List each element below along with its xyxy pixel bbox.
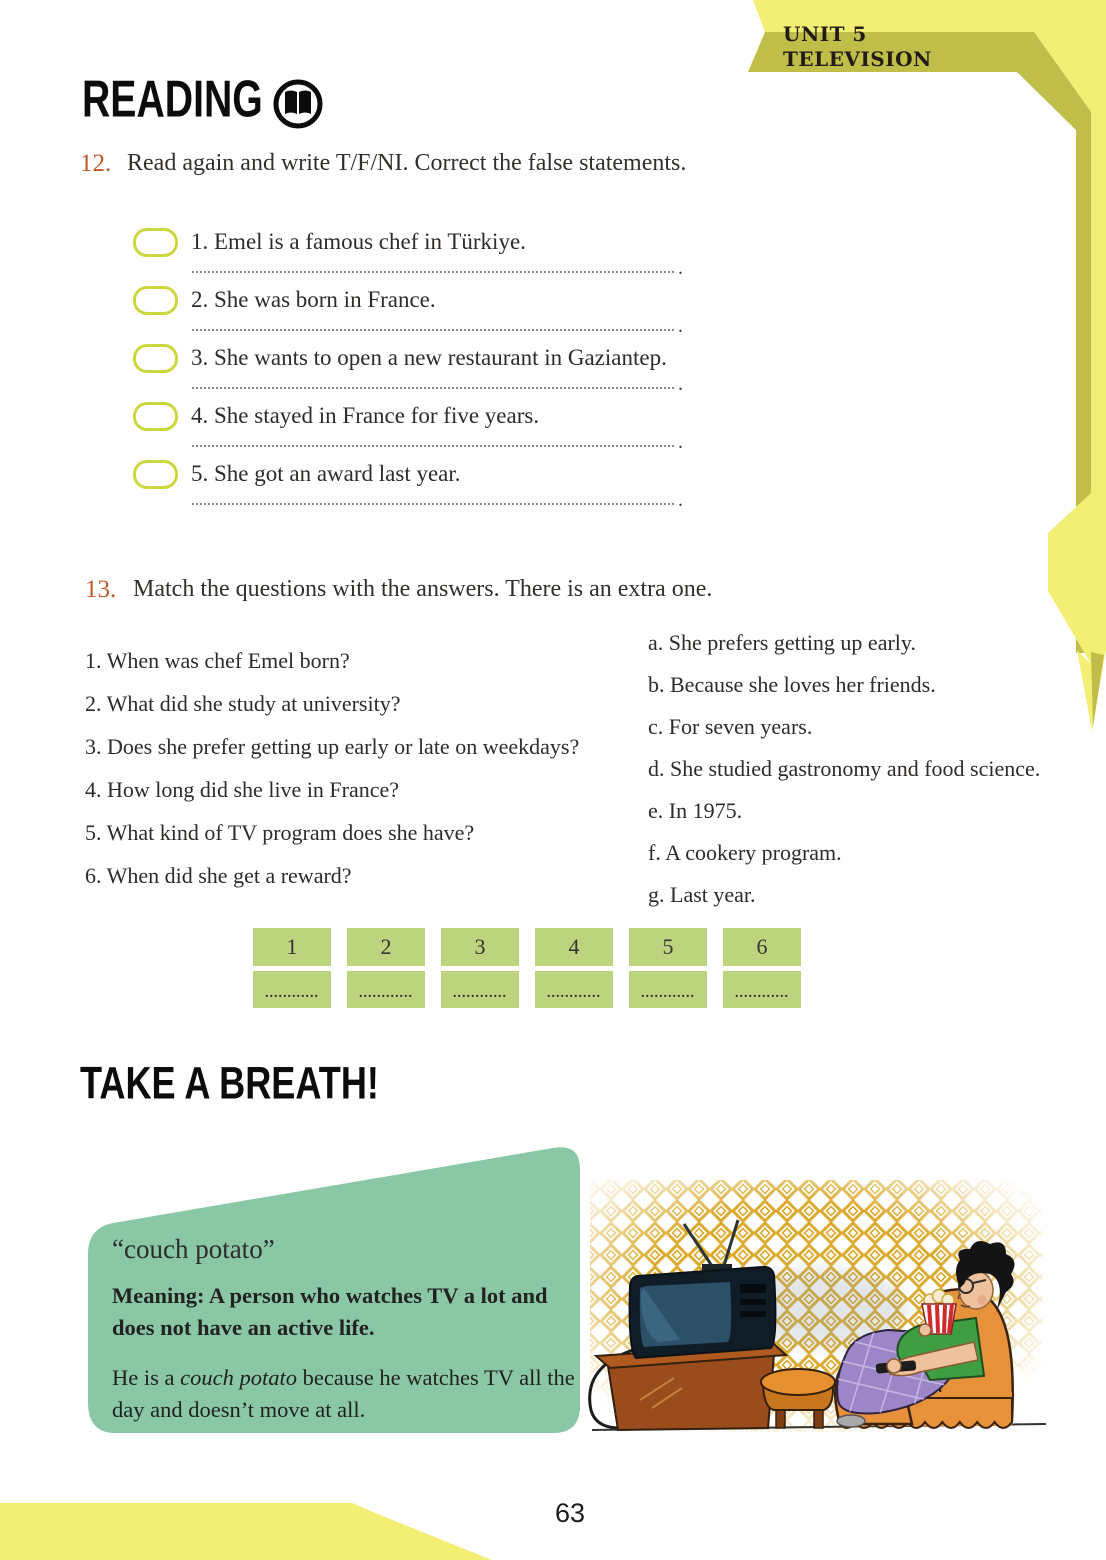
dotted-line[interactable]	[192, 317, 674, 331]
right-olive-tip	[1091, 652, 1104, 727]
table-header-1: 1	[253, 928, 331, 966]
correction-line-1[interactable]: .	[192, 259, 683, 273]
dotted-line[interactable]	[192, 259, 674, 273]
idiom-meaning: Meaning: A person who watches TV a lot and does not have an active life.	[112, 1283, 548, 1340]
table-header-5: 5	[629, 928, 707, 966]
question-3: 3. Does she prefer getting up early or late on weekdays?	[85, 734, 580, 759]
exercise12-instruction: Read again and write T/F/NI. Correct the false statements.	[127, 150, 687, 176]
statement-5: 5. She got an award last year.	[191, 461, 461, 486]
table-header-6: 6	[723, 928, 801, 966]
question-1: 1. When was chef Emel born?	[85, 648, 350, 673]
correction-line-4[interactable]: .	[192, 433, 683, 447]
page-number: 63	[554, 1498, 586, 1528]
answer-b: b. Because she loves her friends.	[648, 672, 936, 697]
popcorn-bucket	[919, 1290, 956, 1337]
unit-topic: TELEVISION	[783, 47, 932, 71]
reading-title: READING	[82, 71, 263, 129]
exercise13-number: 13.	[85, 576, 117, 603]
answer-a: a. She prefers getting up early.	[648, 630, 916, 655]
breath-title: TAKE A BREATH!	[80, 1058, 379, 1109]
question-6: 6. When did she get a reward?	[85, 863, 352, 888]
question-5: 5. What kind of TV program does she have?	[85, 820, 475, 845]
answer-g: g. Last year.	[648, 882, 756, 907]
tf-answer-box-1[interactable]	[133, 228, 178, 257]
table-header-2: 2	[347, 928, 425, 966]
answer-c: c. For seven years.	[648, 714, 813, 739]
dotted-line[interactable]	[192, 375, 674, 389]
unit-label: UNIT 5	[783, 22, 867, 46]
table-blank-1[interactable]: ............	[253, 971, 331, 1008]
statement-3: 3. She wants to open a new restaurant in Gaziantep.	[191, 345, 667, 370]
question-4: 4. How long did she live in France?	[85, 777, 400, 802]
statement-4: 4. She stayed in France for five years.	[191, 403, 540, 428]
statement-2: 2. She was born in France.	[191, 287, 436, 312]
question-2: 2. What did she study at university?	[85, 691, 401, 716]
exercise13-instruction: Match the questions with the answers. There is an extra one.	[133, 576, 713, 602]
table-blank-3[interactable]: ............	[441, 971, 519, 1008]
table-header-4: 4	[535, 928, 613, 966]
correction-line-3[interactable]: .	[192, 375, 683, 389]
correction-line-2[interactable]: .	[192, 317, 683, 331]
answer-f: f. A cookery program.	[648, 840, 842, 865]
slipper	[837, 1415, 865, 1427]
table-header-3: 3	[441, 928, 519, 966]
tf-answer-box-5[interactable]	[133, 460, 178, 489]
open-book-icon	[272, 78, 324, 130]
idiom-example: He is a couch potato because he watches TV all the day and doesn’t move at all.	[112, 1365, 575, 1422]
table-blank-5[interactable]: ............	[629, 971, 707, 1008]
table-blank-4[interactable]: ............	[535, 971, 613, 1008]
idiom-term: “couch potato”	[112, 1234, 275, 1264]
dotted-line[interactable]	[192, 433, 674, 447]
table-blank-2[interactable]: ............	[347, 971, 425, 1008]
tf-answer-box-3[interactable]	[133, 344, 178, 373]
tv-stand	[596, 1344, 786, 1430]
table-blank-6[interactable]: ............	[723, 971, 801, 1008]
dotted-line[interactable]	[192, 491, 674, 505]
tf-answer-box-2[interactable]	[133, 286, 178, 315]
couch-potato-illustration	[578, 1178, 1058, 1470]
exercise12-number: 12.	[80, 150, 112, 177]
answer-d: d. She studied gastronomy and food science.	[648, 756, 1041, 781]
answer-e: e. In 1975.	[648, 798, 743, 823]
tf-answer-box-4[interactable]	[133, 402, 178, 431]
idiom-term-italic: couch potato	[180, 1365, 297, 1390]
bottom-left-wedge	[0, 1503, 492, 1560]
statement-1: 1. Emel is a famous chef in Türkiye.	[191, 229, 526, 254]
correction-line-5[interactable]: .	[192, 491, 683, 505]
